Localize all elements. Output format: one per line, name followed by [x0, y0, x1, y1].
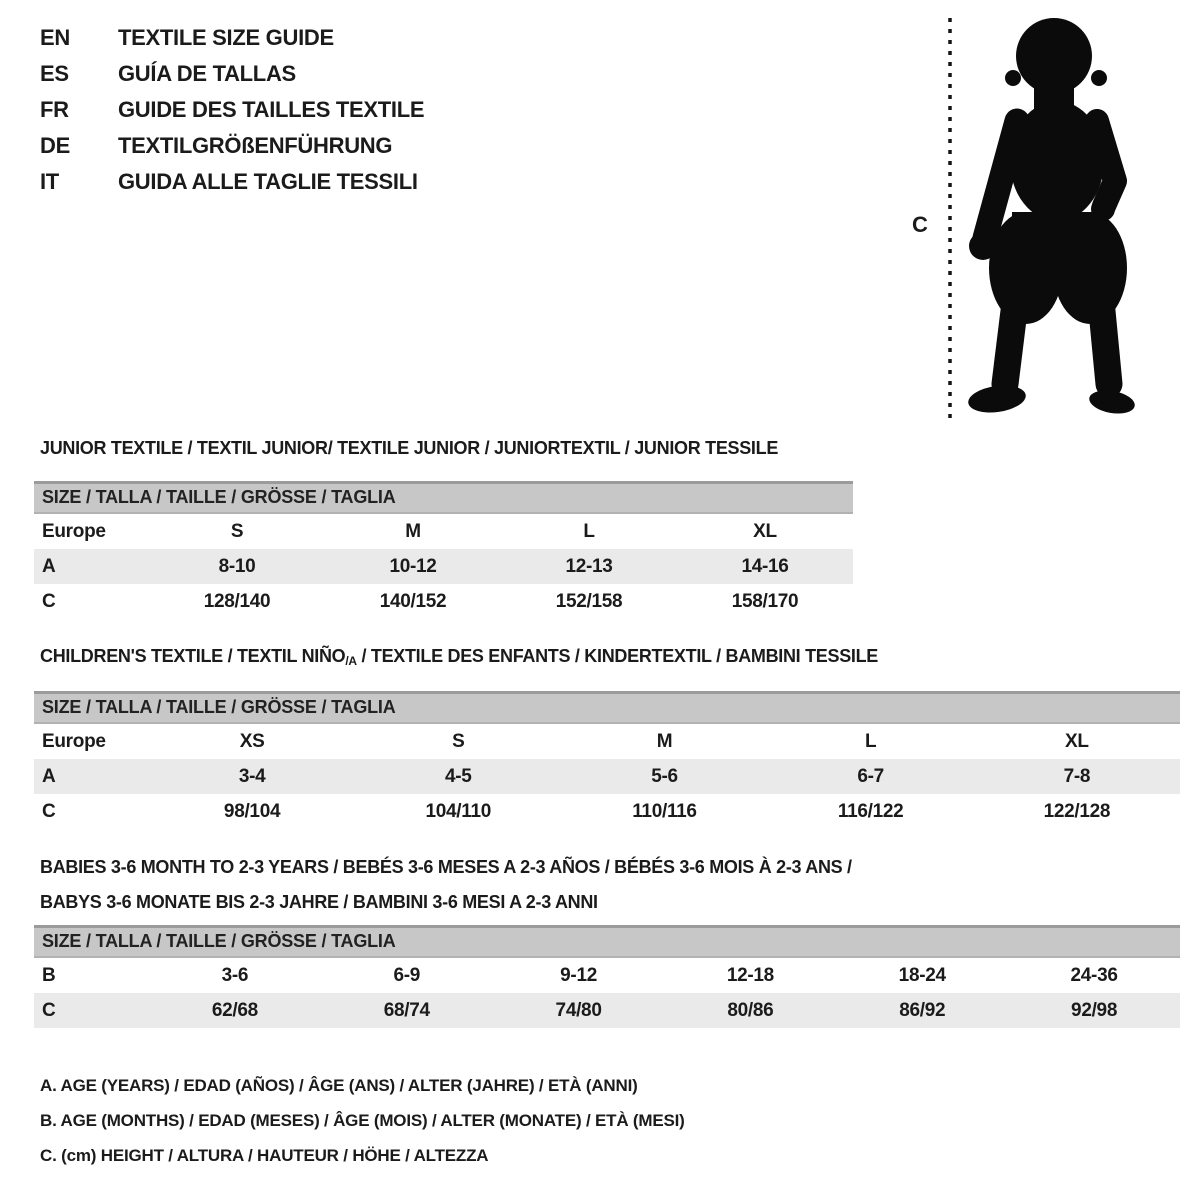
language-row [40, 164, 424, 200]
table-cell: 140/152 [379, 590, 447, 612]
lang-title: TEXTILE SIZE GUIDE [118, 25, 334, 50]
lang-code: IT [40, 169, 59, 194]
children-title-pre: CHILDREN'S TEXTILE / TEXTIL NIÑO [40, 646, 346, 666]
table-cell: M [405, 520, 421, 542]
table-cell: 152/158 [555, 590, 623, 612]
row-label: C [42, 999, 56, 1021]
height-measure-label: C [912, 212, 928, 237]
legend [40, 1068, 685, 1173]
lang-code: DE [40, 133, 70, 158]
children-title-post: / TEXTILE DES ENFANTS / KINDERTEXTIL / BAMBINI TESSILE [356, 646, 878, 666]
table-cell: 80/86 [727, 999, 774, 1021]
table-cell: 92/98 [1071, 999, 1118, 1021]
lang-title: GUIDA ALLE TAGLIE TESSILI [118, 169, 418, 194]
table-cell: 4-5 [445, 765, 472, 787]
babies-size-header: SIZE / TALLA / TAILLE / GRÖSSE / TAGLIA [34, 925, 1180, 958]
babies-section-title [40, 850, 852, 920]
language-row [40, 92, 424, 128]
lang-code: FR [40, 97, 69, 122]
table-cell: 3-6 [221, 964, 249, 986]
babies-title-line1: BABIES 3-6 MONTH TO 2-3 YEARS / BEBÉS 3-6 MESES A 2-3 AÑOS / BÉBÉS 3-6 MOIS À 2-3 ANS / [40, 857, 852, 877]
table-cell: 110/116 [632, 800, 697, 822]
row-label: A [42, 555, 56, 577]
table-cell: S [452, 730, 465, 752]
table-row-age [34, 759, 1180, 794]
legend-line-c: C. (cm) HEIGHT / ALTURA / HAUTEUR / HÖHE / ALTEZZA [40, 1146, 489, 1165]
junior-size-header: SIZE / TALLA / TAILLE / GRÖSSE / TAGLIA [34, 481, 853, 514]
table-cell: XL [753, 520, 777, 542]
row-label: A [42, 765, 56, 787]
lang-title: TEXTILGRÖßENFÜHRUNG [118, 133, 393, 158]
height-dashed-line [946, 14, 954, 422]
table-row-europe [34, 724, 1180, 759]
table-cell: 12-18 [726, 964, 774, 986]
table-cell: 24-36 [1070, 964, 1118, 986]
table-cell: 12-13 [565, 555, 613, 577]
lang-code: EN [40, 25, 70, 50]
table-cell: S [230, 520, 244, 542]
table-cell: 158/170 [731, 590, 799, 612]
table-cell: 8-10 [218, 555, 256, 577]
table-cell: M [656, 730, 673, 752]
table-cell: 86/92 [899, 999, 946, 1021]
babies-size-table [34, 958, 1180, 1028]
table-cell: L [583, 520, 595, 542]
table-cell: 18-24 [898, 964, 946, 986]
table-row-height [34, 584, 853, 619]
table-cell: L [865, 730, 877, 752]
table-cell: 128/140 [203, 590, 271, 612]
table-cell: 98/104 [223, 800, 281, 822]
lang-title: GUIDE DES TAILLES TEXTILE [118, 97, 425, 122]
table-cell: 62/68 [211, 999, 258, 1021]
babies-title-line2: BABYS 3-6 MONATE BIS 2-3 JAHRE / BAMBINI 3-6 MESI A 2-3 ANNI [40, 892, 598, 912]
table-cell: 3-4 [238, 765, 266, 787]
table-cell: 6-7 [857, 765, 884, 787]
table-cell: 14-16 [741, 555, 789, 577]
language-row [40, 20, 424, 56]
table-row-height [34, 993, 1180, 1028]
table-cell: 116/122 [837, 800, 904, 822]
table-cell: XL [1065, 730, 1089, 752]
table-row-height [34, 794, 1180, 829]
toddler-silhouette-image [962, 16, 1142, 416]
language-row [40, 128, 424, 164]
children-title-sub: /A [345, 654, 357, 668]
row-label: C [42, 800, 56, 822]
table-row-europe [34, 514, 853, 549]
language-list [40, 20, 424, 200]
row-label: C [42, 590, 56, 612]
row-label: Europe [42, 730, 106, 752]
table-cell: 7-8 [1063, 765, 1091, 787]
table-row-age-months [34, 958, 1180, 993]
legend-line-b: B. AGE (MONTHS) / EDAD (MESES) / ÂGE (MOIS) / ALTER (MONATE) / ETÀ (MESI) [40, 1111, 685, 1130]
table-cell: 68/74 [383, 999, 430, 1021]
children-size-header: SIZE / TALLA / TAILLE / GRÖSSE / TAGLIA [34, 691, 1180, 724]
lang-title: GUÍA DE TALLAS [118, 61, 296, 86]
legend-line-a: A. AGE (YEARS) / EDAD (AÑOS) / ÂGE (ANS) / ALTER (JAHRE) / ETÀ (ANNI) [40, 1076, 638, 1095]
language-row [40, 56, 424, 92]
table-cell: 104/110 [425, 800, 492, 822]
junior-section-title: JUNIOR TEXTILE / TEXTIL JUNIOR/ TEXTILE JUNIOR / JUNIORTEXTIL / JUNIOR TESSILE [40, 438, 779, 458]
table-cell: 6-9 [393, 964, 421, 986]
row-label: B [42, 964, 56, 986]
table-row-age [34, 549, 853, 584]
table-cell: XS [239, 730, 265, 752]
junior-size-table [34, 514, 853, 619]
table-cell: 9-12 [560, 964, 597, 986]
lang-code: ES [40, 61, 69, 86]
row-label: Europe [42, 520, 106, 542]
children-section-title [40, 646, 878, 668]
table-cell: 74/80 [555, 999, 602, 1021]
children-size-table [34, 724, 1180, 829]
table-cell: 122/128 [1043, 800, 1111, 822]
table-cell: 5-6 [651, 765, 678, 787]
table-cell: 10-12 [389, 555, 437, 577]
